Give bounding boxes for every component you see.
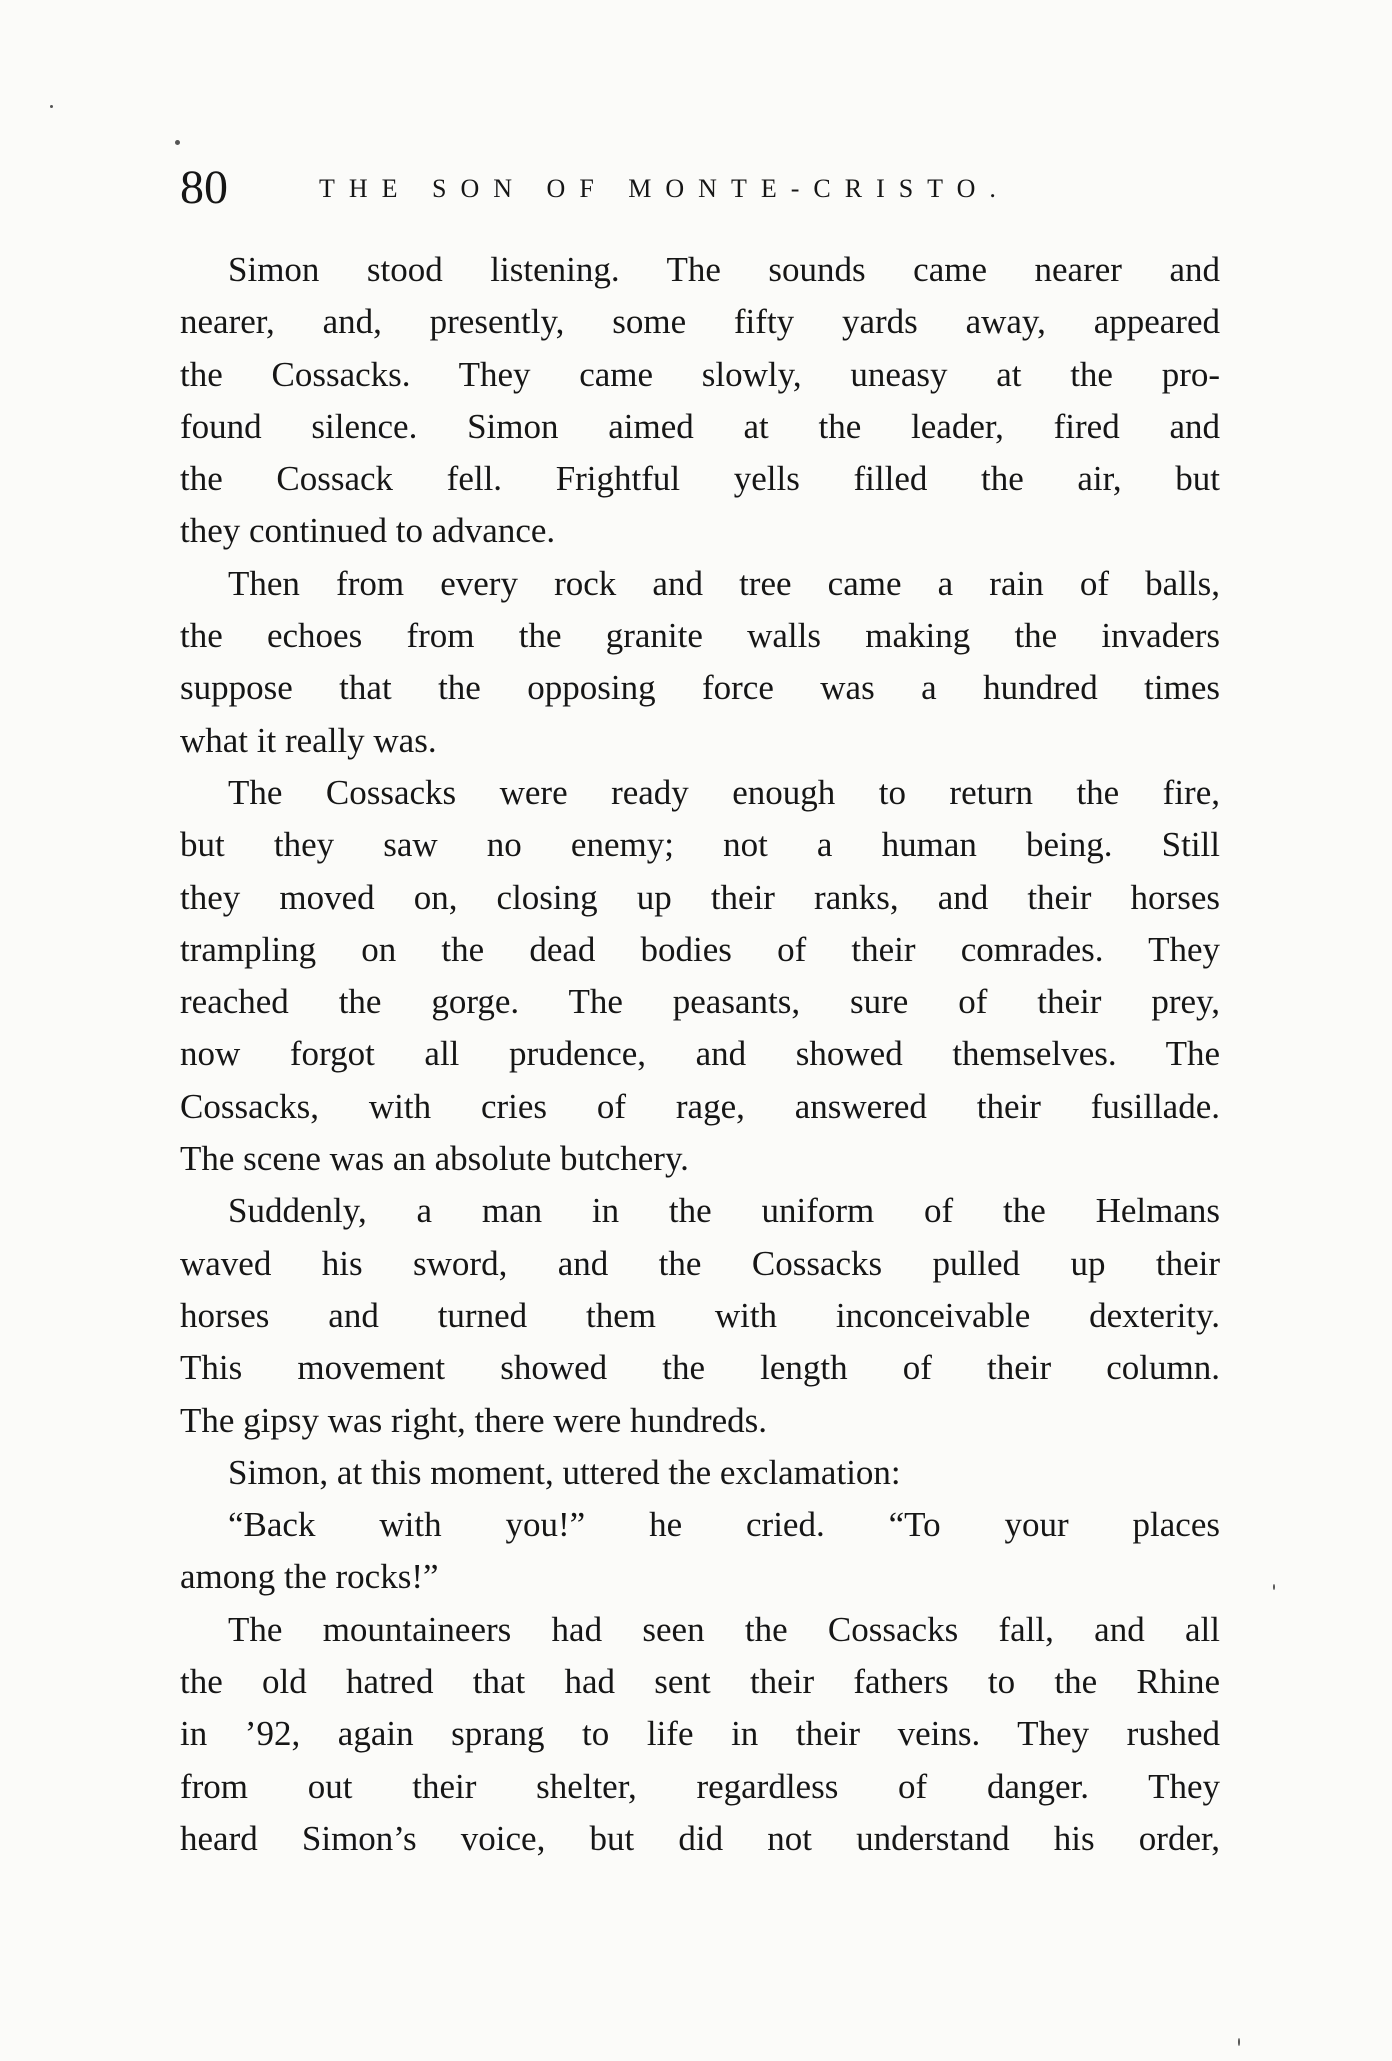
text-line: trampling on the dead bodies of their comrades. They	[180, 929, 1220, 969]
paragraph	[180, 244, 1220, 558]
text-line: heard Simon’s voice, but did not understand his order,	[180, 1818, 1220, 1858]
text-line: The Cossacks were ready enough to return the fire,	[228, 772, 1220, 812]
text-line: but they saw no enemy; not a human being. Still	[180, 825, 1220, 865]
text-line: they moved on, closing up their ranks, and their horses	[180, 877, 1220, 917]
text-line: the echoes from the granite walls making the invaders	[180, 616, 1220, 656]
paragraph	[180, 558, 1220, 767]
text-line: This movement showed the length of their column.	[180, 1348, 1220, 1388]
text-line: nearer, and, presently, some fifty yards away, appeared	[180, 302, 1220, 342]
text-line: reached the gorge. The peasants, sure of their prey,	[180, 982, 1220, 1022]
text-line: in ’92, again sprang to life in their veins. They rushed	[180, 1714, 1220, 1754]
print-speck	[1273, 1584, 1275, 1590]
text-line: horses and turned them with inconceivable dexterity.	[180, 1295, 1220, 1335]
text-line: The mountaineers had seen the Cossacks fall, and all	[228, 1609, 1220, 1649]
text-line: what it really was.	[180, 720, 437, 760]
text-line: Then from every rock and tree came a rain of balls,	[228, 563, 1220, 603]
text-line: “Back with you!” he cried. “To your places	[228, 1505, 1220, 1545]
paragraph	[180, 1499, 1220, 1604]
text-line: the Cossack fell. Frightful yells filled the air, but	[180, 459, 1220, 499]
text-line: The scene was an absolute butchery.	[180, 1139, 689, 1179]
text-line: suppose that the opposing force was a hundred times	[180, 668, 1220, 708]
text-line: Suddenly, a man in the uniform of the Helmans	[228, 1191, 1220, 1231]
text-line: Simon, at this moment, uttered the exclamation:	[228, 1452, 901, 1492]
text-line: now forgot all prudence, and showed themselves. The	[180, 1034, 1220, 1074]
text-line: they continued to advance.	[180, 511, 556, 551]
print-speck	[175, 140, 180, 145]
paragraph	[180, 1185, 1220, 1446]
print-speck	[1238, 2038, 1240, 2046]
text-line: from out their shelter, regardless of danger. They	[180, 1766, 1220, 1806]
text-line: Simon stood listening. The sounds came nearer and	[228, 250, 1220, 289]
paragraph	[180, 1604, 1220, 1865]
paragraph	[180, 767, 1220, 1185]
text-line: The gipsy was right, there were hundreds.	[180, 1400, 768, 1440]
print-speck	[50, 105, 53, 108]
paragraph	[180, 1447, 1220, 1499]
text-line: among the rocks!”	[180, 1557, 439, 1597]
page-header	[180, 158, 1220, 218]
running-title: THE SON OF MONTE-CRISTO.	[319, 174, 1010, 203]
body-text	[180, 244, 1220, 1865]
text-line: the Cossacks. They came slowly, uneasy at the pro-	[180, 354, 1220, 394]
text-line: found silence. Simon aimed at the leader, fired and	[180, 406, 1220, 446]
text-line: the old hatred that had sent their fathers to the Rhine	[180, 1662, 1220, 1702]
page-number: 80	[180, 161, 228, 214]
text-line: waved his sword, and the Cossacks pulled up their	[180, 1243, 1220, 1283]
text-line: Cossacks, with cries of rage, answered their fusillade.	[180, 1086, 1220, 1126]
